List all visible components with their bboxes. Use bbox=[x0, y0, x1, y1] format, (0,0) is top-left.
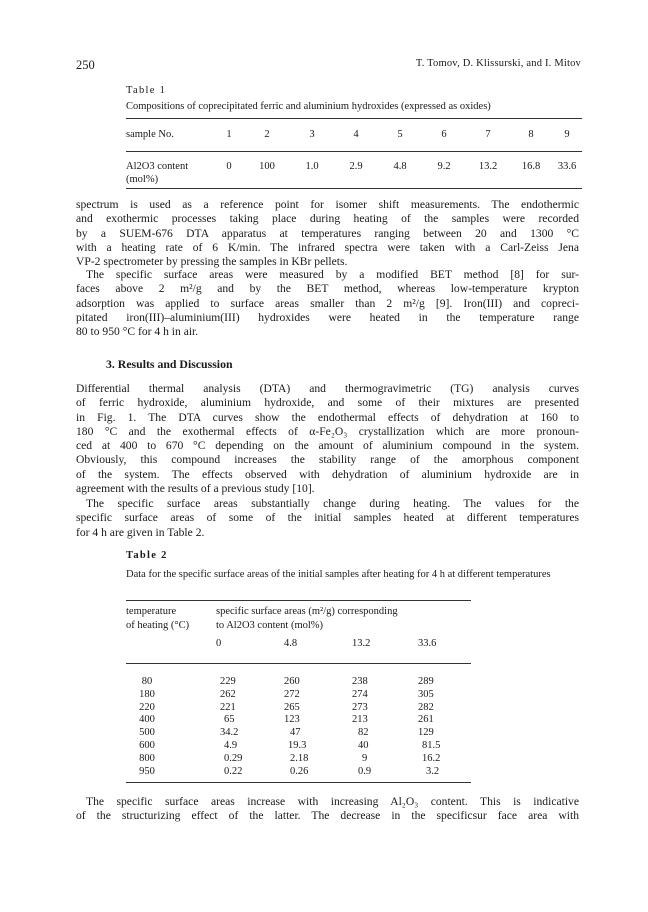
table1-value: 2.9 bbox=[334, 152, 378, 189]
table2-value: 129 bbox=[418, 727, 434, 739]
table2-value: 273 bbox=[352, 701, 368, 713]
table1-sample: 8 bbox=[510, 119, 552, 152]
table2-column-header: 4.8 bbox=[284, 637, 352, 664]
table1-header-row bbox=[126, 119, 582, 152]
text-line: by a SUEM-676 DTA apparatus at temperatures ranging between 20 and 1300 °C bbox=[76, 226, 579, 240]
table1-sample: 1 bbox=[214, 119, 244, 152]
table2-caption: Data for the specific surface areas of the initial samples after heating for 4 h at different temperatures bbox=[126, 568, 551, 580]
table1-sample: 7 bbox=[466, 119, 510, 152]
text-line: with a heating rate of 6 K/min. The infrared spectra were taken with a Carl-Zeiss Jena bbox=[76, 240, 579, 254]
table2-value: 221 bbox=[220, 701, 236, 713]
table2-value: 289 bbox=[418, 676, 434, 687]
table-row bbox=[126, 727, 471, 740]
table2-value: 3.2 bbox=[418, 766, 471, 783]
text-line: The specific surface areas were measured by a modified BET method [8] for sur- bbox=[86, 268, 579, 281]
table2-value: 34.2 bbox=[220, 727, 239, 739]
table2-value: 123 bbox=[284, 714, 300, 726]
table2-value: 82 bbox=[358, 727, 369, 739]
table-row bbox=[126, 714, 471, 727]
text-line: 180 °C and the exothermal effects of α-Fe₂O₃ crystallization which are more pronoun- bbox=[76, 424, 579, 438]
table2-group-header bbox=[216, 601, 471, 638]
table2-blank-cell bbox=[126, 637, 216, 664]
surface-area-table bbox=[126, 600, 471, 783]
table2-value: 0.26 bbox=[284, 766, 352, 783]
table1-value: 1.0 bbox=[290, 152, 334, 189]
section-heading: 3. Results and Discussion bbox=[106, 357, 233, 371]
text-line: 80 to 950 °C for 4 h in air. bbox=[76, 325, 199, 339]
table1-sample: 4 bbox=[334, 119, 378, 152]
table1-content-label-line2: (mol%) bbox=[126, 174, 159, 185]
text-line: specific surface areas of some of the initial samples heated at different temperatures bbox=[76, 511, 579, 525]
table2-temp-header-line2: of heating (°C) bbox=[126, 619, 190, 631]
text-line: for 4 h are given in Table 2. bbox=[76, 525, 205, 539]
text-line: Differential thermal analysis (DTA) and thermogravimetric (TG) analysis curves bbox=[76, 382, 579, 395]
text-line: of the structurizing effect of the latter. The decrease in the specificsur face area with bbox=[76, 809, 579, 823]
table2-value: 0.22 bbox=[216, 766, 284, 783]
paragraph-results-surface bbox=[76, 497, 579, 540]
table1-value: 4.8 bbox=[378, 152, 422, 189]
text-line: The specific surface areas increase with increasing Al₂O₃ content. This is indicative bbox=[86, 795, 579, 808]
table-row bbox=[126, 740, 471, 753]
table2-value: 81.5 bbox=[422, 739, 441, 751]
table1-value: 100 bbox=[244, 152, 290, 189]
table2-value: 213 bbox=[352, 714, 368, 726]
text-line: faces above 2 m²/g and by the BET method, whereas low-temperature krypton bbox=[76, 282, 579, 296]
table2-value: 265 bbox=[284, 701, 300, 713]
paragraph-conclusion bbox=[76, 795, 579, 824]
table2-temp: 950 bbox=[126, 766, 216, 783]
table-row bbox=[126, 766, 471, 783]
text-line: VP-2 spectrometer by pressing the samples in KBr pellets. bbox=[76, 255, 348, 269]
table2-temp: 500 bbox=[139, 727, 155, 739]
table2-value: 19.3 bbox=[288, 739, 307, 751]
table2-value: 262 bbox=[220, 688, 236, 700]
table2-value: 305 bbox=[418, 688, 434, 700]
table2-value: 65 bbox=[224, 714, 235, 726]
table2-value: 4.9 bbox=[224, 739, 238, 751]
table2-value: 47 bbox=[290, 727, 301, 739]
table2-value: 9 bbox=[362, 752, 368, 764]
text-line: Obviously, this compound increases the stability range of the amorphous component bbox=[76, 453, 579, 467]
table1-value: 16.8 bbox=[510, 152, 552, 189]
table1-sample: 6 bbox=[422, 119, 466, 152]
table2-temp: 800 bbox=[139, 752, 155, 764]
table2-group-header-line1: specific surface areas (m²/g) corresponding bbox=[216, 606, 398, 617]
table1-value: 9.2 bbox=[422, 152, 466, 189]
text-line: and exothermic processes taking place during heating of the samples were recorded bbox=[76, 212, 579, 226]
text-line: adsorption was applied to surface areas smaller than 2 m²/g [9]. Iron(III) and copreci- bbox=[76, 296, 579, 310]
table1-sample: 3 bbox=[290, 119, 334, 152]
text-line: The specific surface areas substantially change during heating. The values for the bbox=[86, 497, 579, 510]
page-number: 250 bbox=[76, 58, 95, 72]
table2-temp: 180 bbox=[139, 688, 155, 700]
table1-caption: Compositions of coprecipitated ferric and aluminium hydroxides (expressed as oxides) bbox=[126, 101, 491, 112]
text-line: spectrum is used as a reference point for isomer shift measurements. The endothermic bbox=[76, 198, 579, 211]
text-line: agreement with the results of a previous study [10]. bbox=[76, 482, 315, 496]
table2-temp: 220 bbox=[139, 701, 155, 713]
table2-value: 16.2 bbox=[422, 752, 441, 764]
running-header bbox=[76, 58, 581, 76]
table2-temp: 80 bbox=[141, 676, 153, 687]
table2-column-header: 33.6 bbox=[418, 637, 471, 664]
table2-value: 229 bbox=[220, 676, 236, 687]
table2-column-header: 13.2 bbox=[352, 637, 418, 664]
table2-value: 0.29 bbox=[224, 752, 243, 764]
text-line: of ferric hydroxide, aluminium hydroxide, and some of their mixtures are presented bbox=[76, 396, 579, 410]
paragraph-methods-surface bbox=[76, 268, 579, 339]
table2-header-row bbox=[126, 601, 471, 638]
table1-sample: 9 bbox=[552, 119, 582, 152]
table2-value: 0.9 bbox=[352, 766, 418, 783]
table1-value: 0 bbox=[214, 152, 244, 189]
table2-value: 40 bbox=[358, 739, 369, 751]
table1-value: 33.6 bbox=[552, 152, 582, 189]
table2-caption-block bbox=[126, 549, 588, 581]
table2-value: 282 bbox=[418, 701, 434, 713]
table1-sample: 5 bbox=[378, 119, 422, 152]
table2-label: Table 2 bbox=[126, 550, 168, 561]
table2-temp: 600 bbox=[139, 739, 155, 751]
paragraph-results-dta bbox=[76, 382, 579, 496]
table2-column-row bbox=[126, 637, 471, 664]
table-row bbox=[126, 689, 471, 702]
table1-content-label bbox=[126, 152, 214, 189]
table2-value: 261 bbox=[418, 714, 434, 726]
paragraph-methods-spectra bbox=[76, 198, 579, 269]
table-row bbox=[126, 664, 471, 689]
table2-temp: 400 bbox=[139, 714, 155, 726]
table2-column-header: 0 bbox=[216, 637, 284, 664]
table1-sample: 2 bbox=[244, 119, 290, 152]
table1-caption-block bbox=[126, 83, 586, 115]
table1-row-header: sample No. bbox=[126, 119, 214, 152]
table2-temp-header bbox=[126, 601, 216, 638]
table-row bbox=[126, 753, 471, 766]
table2-value: 238 bbox=[352, 676, 368, 687]
table2-value: 272 bbox=[284, 688, 300, 700]
table1-value: 13.2 bbox=[466, 152, 510, 189]
table2-value: 2.18 bbox=[290, 752, 309, 764]
text-line: pitated iron(III)–aluminium(III) hydroxides were heated in the temperature range bbox=[76, 310, 579, 324]
table1-content-row bbox=[126, 152, 582, 189]
table2-value: 274 bbox=[352, 688, 368, 700]
table1-label: Table 1 bbox=[126, 85, 167, 96]
table2-temp-header-line1: temperature bbox=[126, 606, 177, 617]
table2-value: 260 bbox=[284, 676, 300, 687]
table-row bbox=[126, 702, 471, 715]
table2-group-header-line2: to Al2O3 content (mol%) bbox=[216, 619, 324, 631]
composition-table bbox=[126, 118, 582, 189]
table1-content-label-line1: Al2O3 content bbox=[126, 161, 189, 172]
text-line: of the system. The effects observed with dehydration of aluminium hydroxide are in bbox=[76, 467, 579, 481]
author-line: T. Tomov, D. Klissurski, and I. Mitov bbox=[415, 58, 581, 69]
text-line: ced at 400 to 670 °C depending on the amount of aluminium compound in the system. bbox=[76, 439, 579, 453]
text-line: in Fig. 1. The DTA curves show the endothermal effects of dehydration at 160 to bbox=[76, 410, 579, 424]
